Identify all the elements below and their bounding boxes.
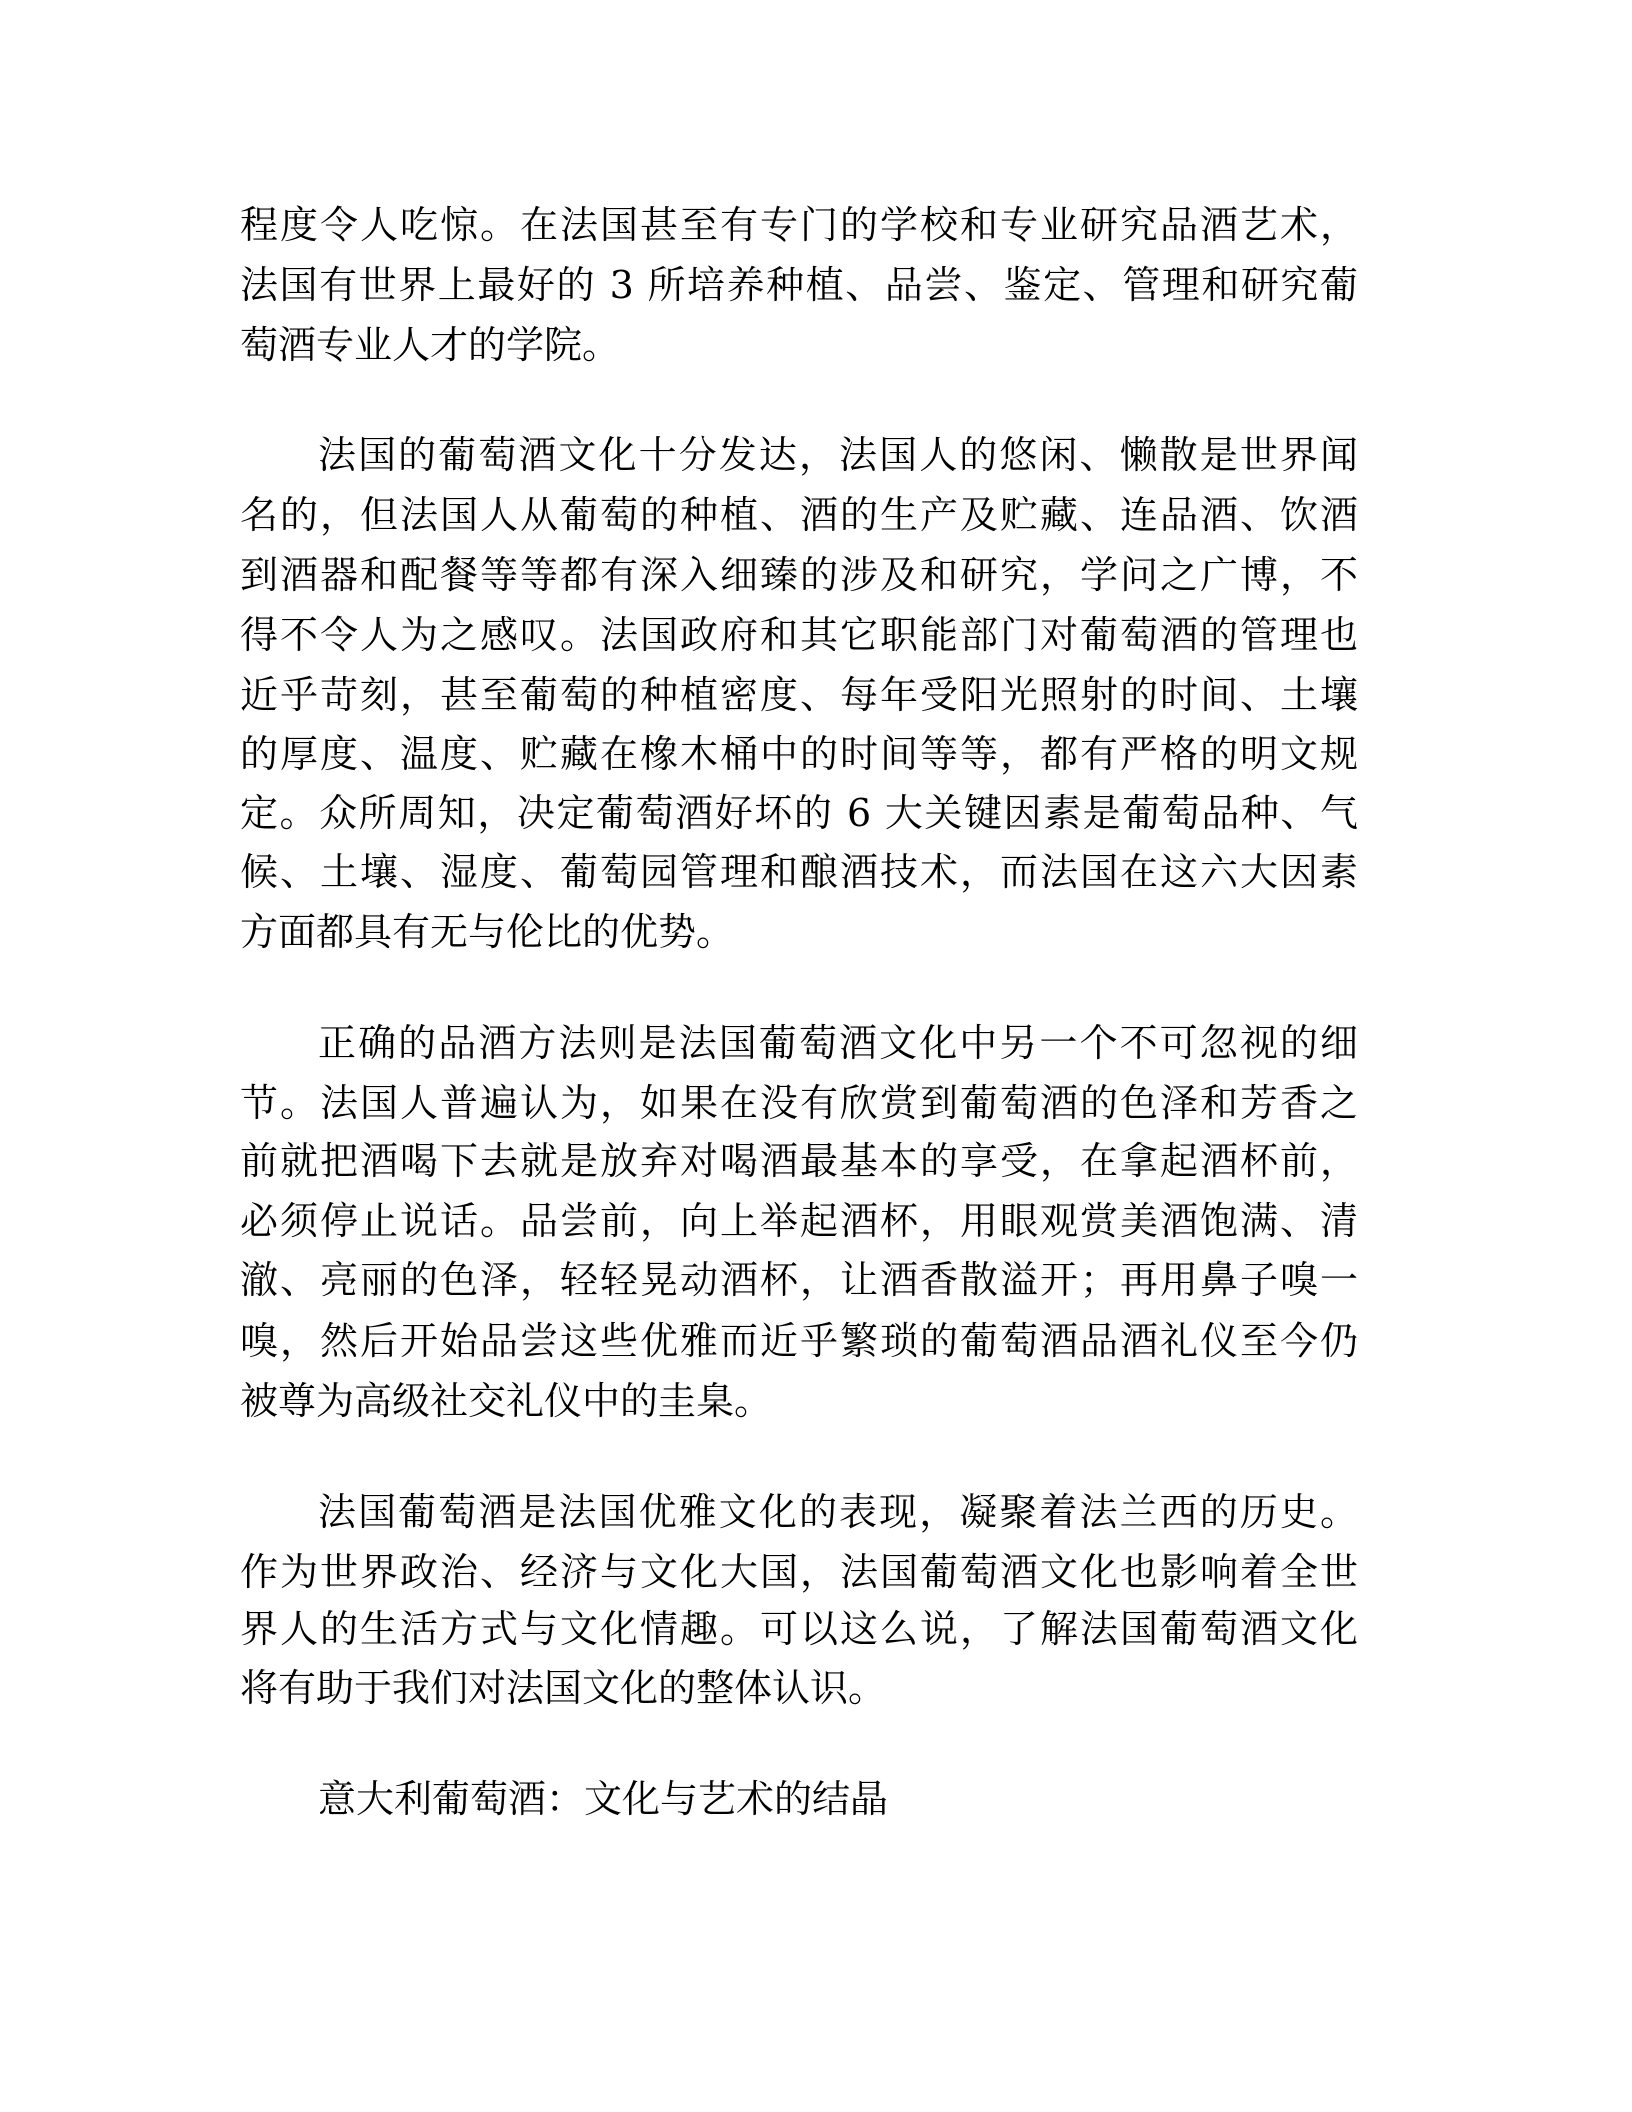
text-line: 方面都具有无与伦比的优势。 xyxy=(240,910,735,954)
text-line: 定。众所周知，决定葡萄酒好坏的 6 大关键因素是葡萄品种、气 xyxy=(240,791,1358,835)
text-line: 法国的葡萄酒文化十分发达，法国人的悠闲、懒散是世界闻 xyxy=(318,433,1358,477)
text-line: 近乎苛刻，甚至葡萄的种植密度、每年受阳光照射的时间、土壤 xyxy=(240,673,1358,717)
text-line: 法国有世界上最好的 3 所培养种植、品尝、鉴定、管理和研究葡 xyxy=(240,263,1358,307)
text-line: 作为世界政治、经济与文化大国，法国葡萄酒文化也影响着全世 xyxy=(240,1550,1358,1594)
text-line: 候、土壤、湿度、葡萄园管理和酿酒技术，而法国在这六大因素 xyxy=(240,850,1358,894)
text-line: 被尊为高级社交礼仪中的圭臬。 xyxy=(240,1379,773,1423)
heading-text: 意大利葡萄酒：文化与艺术的结晶 xyxy=(318,1777,889,1821)
text-line: 界人的生活方式与文化情趣。可以这么说，了解法国葡萄酒文化 xyxy=(240,1607,1358,1651)
text-line: 必须停止说话。品尝前，向上举起酒杯，用眼观赏美酒饱满、清 xyxy=(240,1199,1358,1243)
text-line: 正确的品酒方法则是法国葡萄酒文化中另一个不可忽视的细 xyxy=(318,1021,1358,1065)
text-line: 节。法国人普遍认为，如果在没有欣赏到葡萄酒的色泽和芳香之 xyxy=(240,1081,1358,1125)
text-line: 程度令人吃惊。在法国甚至有专门的学校和专业研究品酒艺术， xyxy=(240,203,1358,247)
text-line: 法国葡萄酒是法国优雅文化的表现，凝聚着法兰西的历史。 xyxy=(318,1490,1358,1534)
text-line: 得不令人为之感叹。法国政府和其它职能部门对葡萄酒的管理也 xyxy=(240,613,1358,657)
text-line: 将有助于我们对法国文化的整体认识。 xyxy=(240,1666,887,1710)
text-line: 萄酒专业人才的学院。 xyxy=(240,323,621,367)
text-line: 前就把酒喝下去就是放弃对喝酒最基本的享受，在拿起酒杯前， xyxy=(240,1139,1358,1183)
text-line: 到酒器和配餐等等都有深入细臻的涉及和研究，学问之广博，不 xyxy=(240,553,1358,597)
text-line: 嗅，然后开始品尝这些优雅而近乎繁琐的葡萄酒品酒礼仪至今仍 xyxy=(240,1319,1358,1363)
text-line: 的厚度、温度、贮藏在橡木桶中的时间等等，都有严格的明文规 xyxy=(240,732,1358,776)
text-line: 名的，但法国人从葡萄的种植、酒的生产及贮藏、连品酒、饮酒 xyxy=(240,493,1358,537)
text-line: 澈、亮丽的色泽，轻轻晃动酒杯，让酒香散溢开；再用鼻子嗅一 xyxy=(240,1258,1358,1302)
